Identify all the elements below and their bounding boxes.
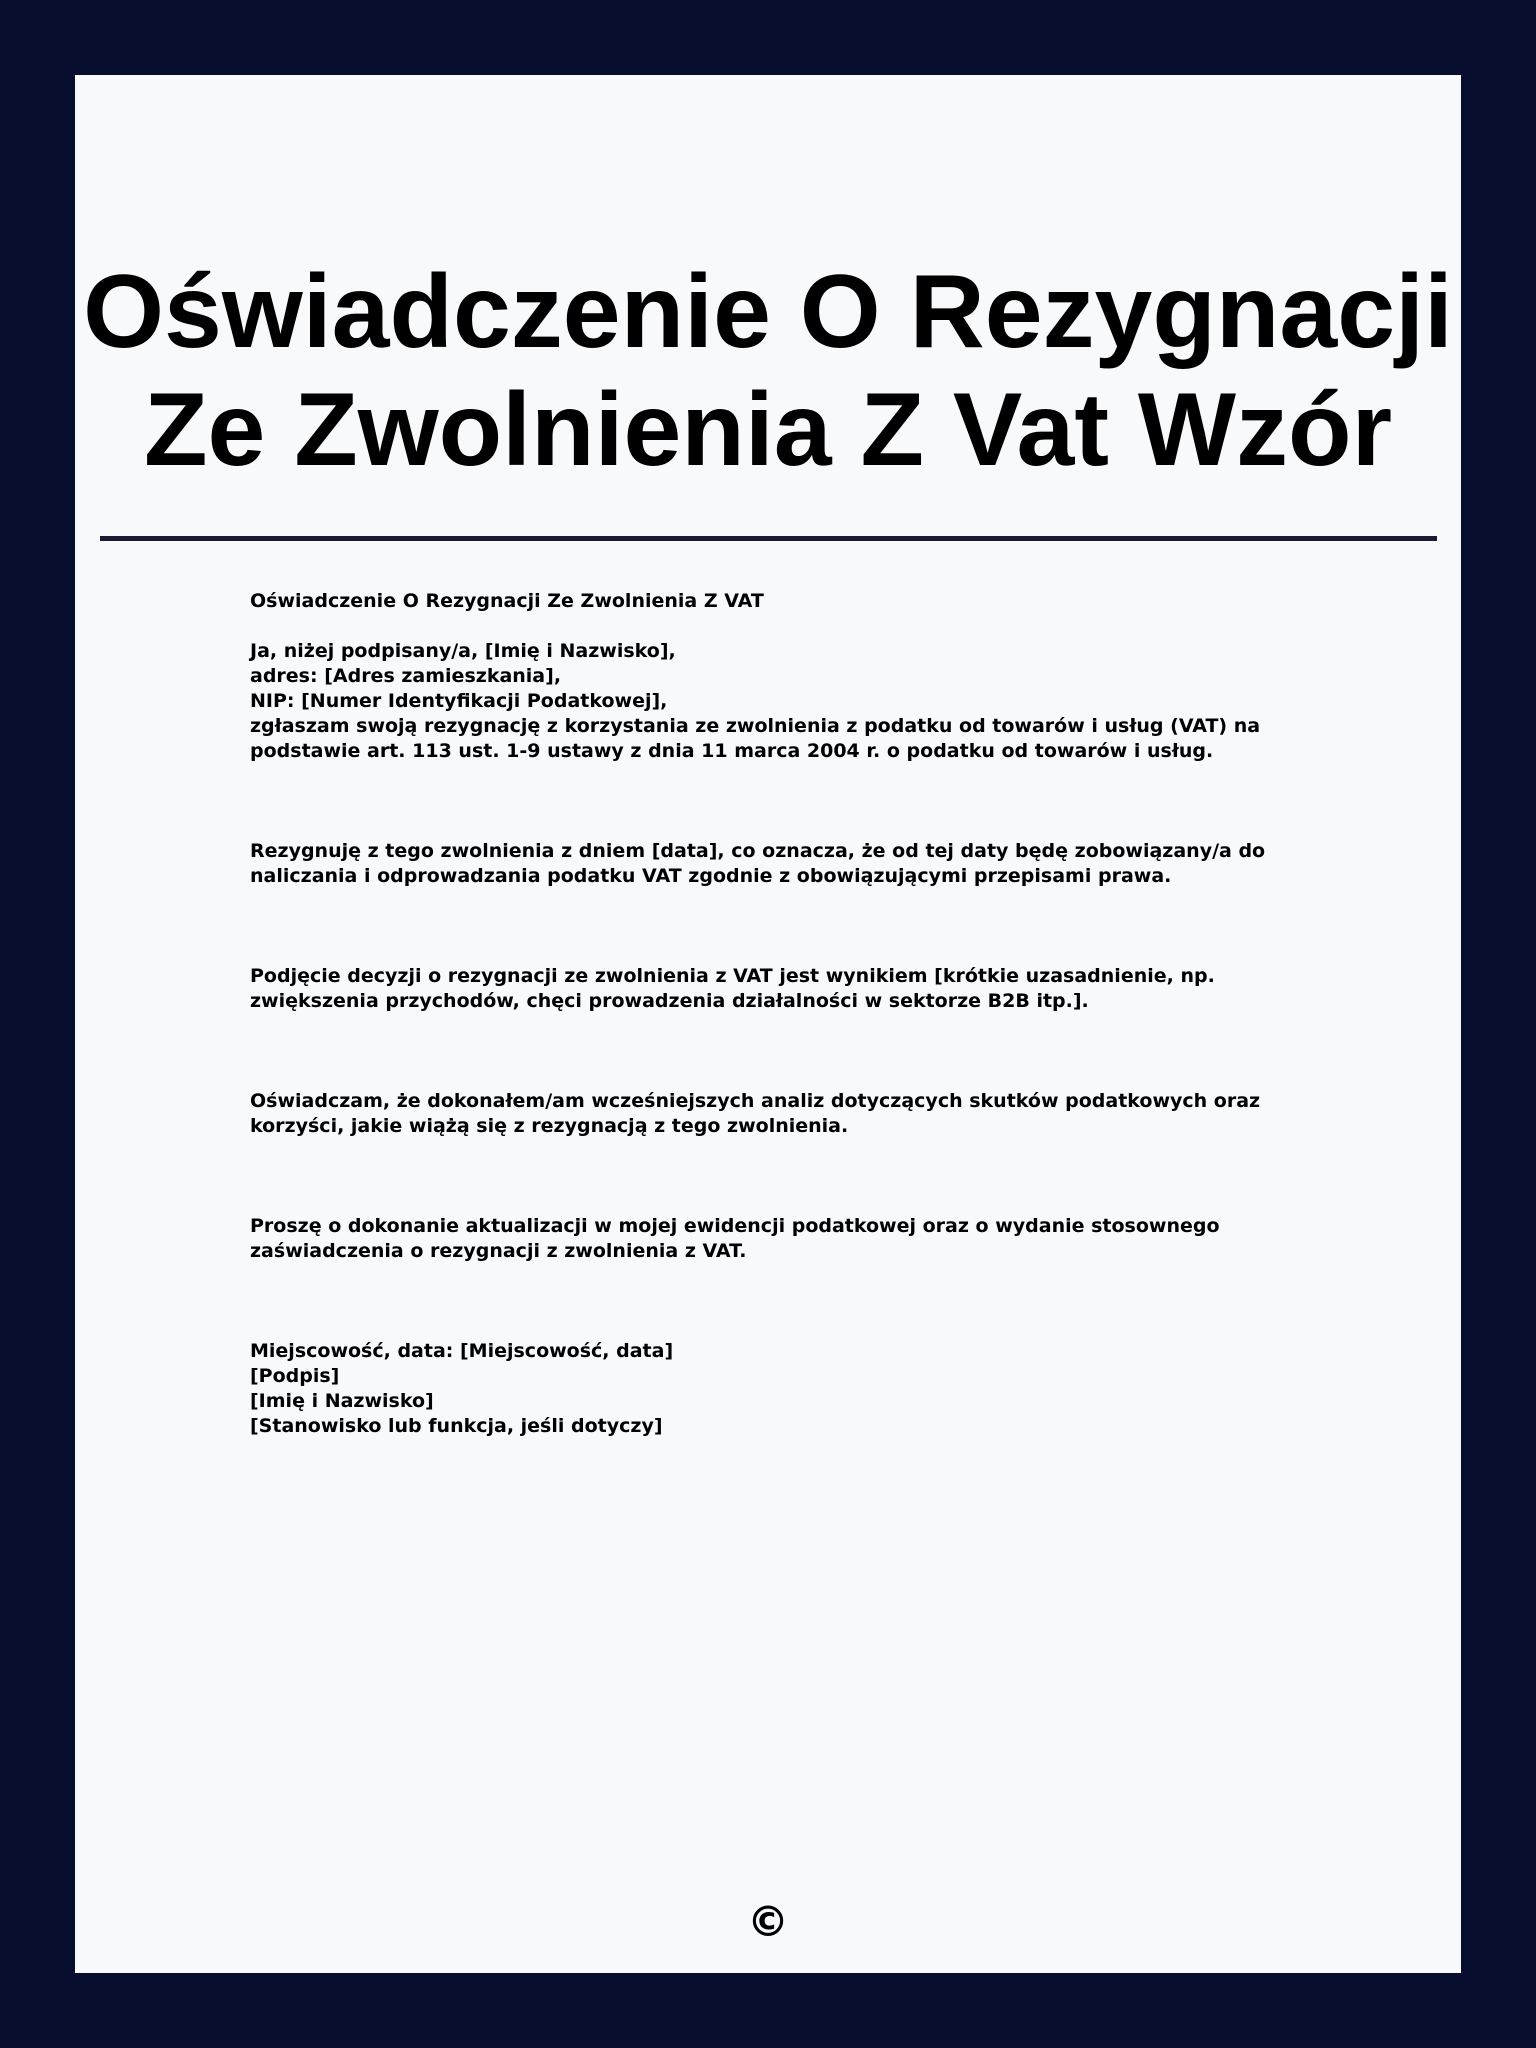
signature-block: Miejscowość, data: [Miejscowość, data] [Podpis] [Imię i Nazwisko] [Stanowisko lub funkcja, jeśli dotyczy] — [250, 1340, 674, 1437]
document-body — [250, 589, 1340, 1439]
document-page — [75, 75, 1461, 1973]
request-paragraph: Proszę o dokonanie aktualizacji w mojej ewidencji podatkowej oraz o wydanie stosownego zaświadczenia o rezygnacji z zwolnienia z VAT. — [250, 1215, 1220, 1262]
page-title-line-2: Ze Zwolnienia Z Vat Wzór — [143, 372, 1393, 488]
copyright-icon: © — [747, 1897, 789, 1946]
page-title — [75, 253, 1461, 489]
page-title-line-1: Oświadczenie O Rezygnacji — [83, 254, 1453, 370]
effective-date-paragraph: Rezygnuję z tego zwolnienia z dniem [data], co oznacza, że od tej daty będę zobowiązany/a do naliczania i odprowadzania podatku VAT zgodnie z obowiązującymi przepisami prawa. — [250, 840, 1266, 887]
analysis-paragraph: Oświadczam, że dokonałem/am wcześniejszych analiz dotyczących skutków podatkowych oraz korzyści, jakie wiążą się z rezygnacją z tego zwolnienia. — [250, 1090, 1261, 1137]
document-heading: Oświadczenie O Rezygnacji Ze Zwolnienia Z VAT — [250, 590, 764, 612]
justification-paragraph: Podjęcie decyzji o rezygnacji ze zwolnienia z VAT jest wynikiem [krótkie uzasadnienie, np. zwiększenia przychodów, chęci prowadzenia działalności w sektorze B2B itp.]. — [250, 965, 1215, 1012]
title-divider — [100, 536, 1437, 541]
declarant-paragraph: Ja, niżej podpisany/a, [Imię i Nazwisko], adres: [Adres zamieszkania], NIP: [Numer Identyfikacji Podatkowej], zgłaszam swoją rezygnację z korzystania ze zwolnienia z podatku od towarów i usług (VAT) na podstawie art. 113 ust. 1-9 ustawy z dnia 11 marca 2004 r. o podatku od towarów i usług. — [250, 640, 1261, 762]
